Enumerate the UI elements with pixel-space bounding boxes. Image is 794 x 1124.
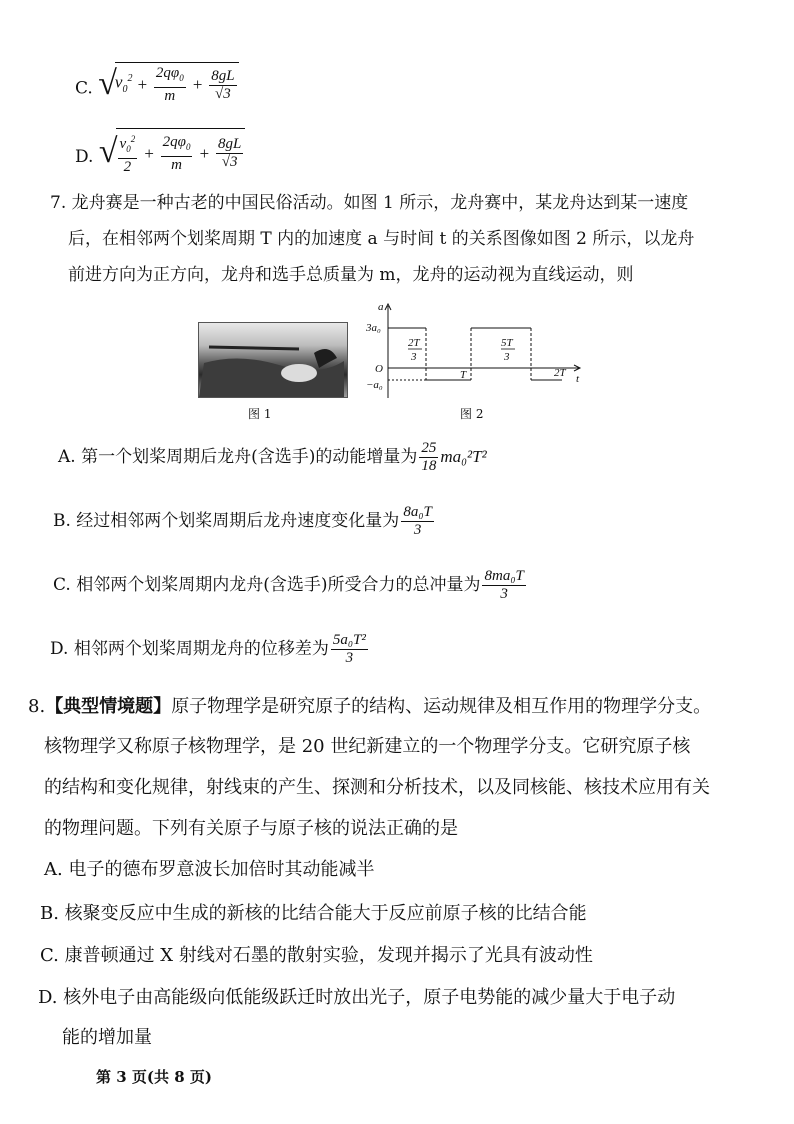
q7-option-a: A. 第一个划桨周期后龙舟(含选手)的动能增量为 $\frac{25}{18}$ ma₀²T² [58,440,487,474]
lbl-5t-den: 3 [504,351,510,363]
y-axis-label: a [378,301,384,313]
q7-line2: 后，在相邻两个划桨周期 T 内的加速度 a 与时间 t 的关系图像如图 2 所示，以龙舟 [68,229,695,249]
q7-line1: 7. 龙舟赛是一种古老的中国民俗活动。如图 1 所示，龙舟赛中，某龙舟达到某一速度 [50,193,689,213]
fig2-caption: 图 2 [460,407,484,421]
q8-option-b: B. 核聚变反应中生成的新核的比结合能大于反应前原子核的比结合能 [40,903,587,924]
option-d-label: D. [75,147,94,167]
lbl-2t: 2T [554,367,566,379]
q7-option-b: B. 经过相邻两个划桨周期后龙舟速度变化量为 $\frac{\text{8a₀T}}{3}$ [53,504,432,538]
acceleration-time-graph [366,300,586,400]
q8-option-a: A. 电子的德布罗意波长加倍时其动能减半 [44,859,375,880]
lbl-2t-num: 2T [408,337,420,349]
q7-option-c: C. 相邻两个划桨周期内龙舟(含选手)所受合力的总冲量为 $\frac{\text{8ma₀T}}{3}$ [53,568,524,602]
fig1-caption: 图 1 [248,407,272,421]
y-tick-bottom: −a₀ [366,379,383,391]
y-tick-top: 3a₀ [366,322,381,334]
page-footer: 第 3 页(共 8 页) [96,1068,212,1086]
q8-tag: 【典型情境题】 [45,696,172,717]
lbl-t: T [460,369,467,381]
q8-line3: 的结构和变化规律，射线束的产生、探测和分析技术，以及同核能、核技术应用有关 [44,777,710,798]
x-axis-label: t [576,373,580,385]
option-c-formula: √ $v_0^2$ + $\frac{2q\varphi_0}{m}$ + $\frac{8gL}{√3}$ [98,62,238,105]
option-d [75,128,245,176]
radical-sign: √ [98,133,118,170]
radical-sign: √ [98,64,117,102]
q8-option-d-line1: D. 核外电子由高能级向低能级跃迁时放出光子，原子电势能的减少量大于电子动 [38,987,676,1008]
origin-label: O [375,363,383,375]
lbl-2t-den: 3 [411,351,417,363]
lbl-5t-num: 5T [501,337,513,349]
dragon-boat-photo [198,322,348,398]
dragon-boat-image [199,323,347,397]
option-c-label: C. [75,78,93,99]
q7-line3: 前进方向为正方向，龙舟和选手总质量为 m，龙舟的运动视为直线运动，则 [68,265,634,285]
option-d-formula: √ $\frac{v_0^2}{2}$ + $\frac{2q\varphi_0}{m}$ + $\frac{8gL}{√3}$ [99,128,245,176]
option-c [75,62,239,105]
q8-option-d-line2: 能的增加量 [62,1027,152,1048]
q8-option-c: C. 康普顿通过 X 射线对石墨的散射实验，发现并揭示了光具有波动性 [40,945,593,966]
q8-line1: 8.【典型情境题】原子物理学是研究原子的结构、运动规律及相互作用的物理学分支。 [28,696,712,717]
q7-option-d: D. 相邻两个划桨周期龙舟的位移差为 $\frac{\text{5a₀T²}}{3}$ [50,632,366,666]
q8-line2: 核物理学又称原子核物理学，是 20 世纪新建立的一个物理学分支。它研究原子核 [44,736,691,757]
q8-line4: 的物理问题。下列有关原子与原子核的说法正确的是 [44,818,458,839]
